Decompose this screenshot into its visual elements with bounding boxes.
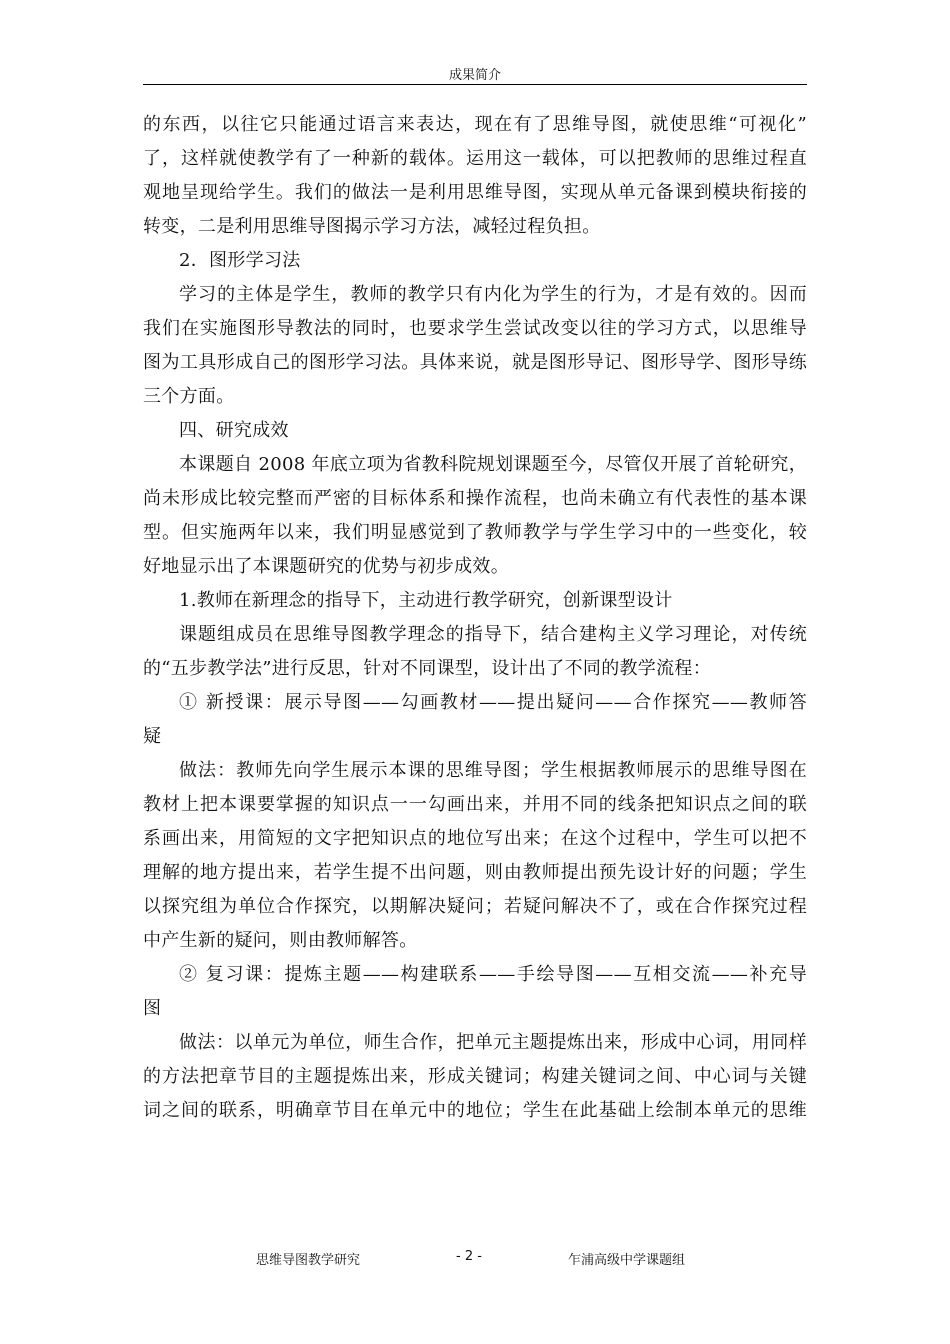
body-line: 的方法把章节目的主题提炼出来，形成关键词；构建关键词之间、中心词与关键 <box>143 1066 807 1087</box>
section-heading: 2．图形学习法 <box>179 250 301 271</box>
body-line: 转变，二是利用思维导图揭示学习方法，减轻过程负担。 <box>143 216 601 237</box>
header-rule <box>143 84 807 85</box>
body-line: 学习的主体是学生，教师的教学只有内化为学生的行为，才是有效的。因而 <box>179 284 807 305</box>
body-line: 疑 <box>143 726 162 747</box>
body-line: 做法：教师先向学生展示本课的思维导图；学生根据教师展示的思维导图在 <box>179 760 807 781</box>
body-line: 图 <box>143 998 162 1019</box>
body-line: 词之间的联系，明确章节目在单元中的地位；学生在此基础上绘制本单元的思维 <box>143 1100 807 1121</box>
body-line: 尚未形成比较完整而严密的目标体系和操作流程，也尚未确立有代表性的基本课 <box>143 488 807 509</box>
body-line: 的“五步教学法”进行反思，针对不同课型，设计出了不同的教学流程： <box>143 658 712 679</box>
body-line: 三个方面。 <box>143 386 235 407</box>
body-line: 了，这样就使教学有了一种新的载体。运用这一载体，可以把教师的思维过程直 <box>143 148 807 169</box>
body-line: 好地显示出了本课题研究的优势与初步成效。 <box>143 556 509 577</box>
body-line: 图为工具形成自己的图形学习法。具体来说，就是图形导记、图形导学、图形导练 <box>143 352 807 373</box>
document-body <box>143 108 807 1128</box>
body-line: 课题组成员在思维导图教学理念的指导下，结合建构主义学习理论，对传统 <box>179 624 807 645</box>
body-line: 本课题自 2008 年底立项为省教科院规划课题至今，尽管仅开展了首轮研究， <box>179 454 807 475</box>
body-line: 教材上把本课要掌握的知识点一一勾画出来，并用不同的线条把知识点之间的联 <box>143 794 807 815</box>
footer-left-text: 思维导图教学研究 <box>256 1253 361 1268</box>
body-line: 做法：以单元为单位，师生合作，把单元主题提炼出来，形成中心词，用同样 <box>179 1032 807 1053</box>
body-line: 以探究组为单位合作探究，以期解决疑问；若疑问解决不了，或在合作探究过程 <box>143 896 807 917</box>
body-line: 观地呈现给学生。我们的做法一是利用思维导图，实现从单元备课到模块衔接的 <box>143 182 807 203</box>
body-line: 我们在实施图形导教法的同时，也要求学生尝试改变以往的学习方式，以思维导 <box>143 318 807 339</box>
body-line: ① 新授课：展示导图——勾画教材——提出疑问——合作探究——教师答 <box>179 692 807 713</box>
body-line: ② 复习课：提炼主题——构建联系——手绘导图——互相交流——补充导 <box>179 964 807 985</box>
body-line: 中产生新的疑问，则由教师解答。 <box>143 930 418 951</box>
section-heading: 四、研究成效 <box>179 420 289 441</box>
page-header-title: 成果简介 <box>448 68 501 83</box>
body-line: 的东西，以往它只能通过语言来表达，现在有了思维导图，就使思维“可视化” <box>143 114 807 135</box>
section-heading: 1.教师在新理念的指导下，主动进行教学研究，创新课型设计 <box>179 590 673 611</box>
body-line: 系画出来，用简短的文字把知识点的地位写出来；在这个过程中，学生可以把不 <box>143 828 807 849</box>
footer-right-text: 乍浦高级中学课题组 <box>568 1253 686 1268</box>
page-number: - 2 - <box>456 1249 482 1264</box>
body-line: 型。但实施两年以来，我们明显感觉到了教师教学与学生学习中的一些变化，较 <box>143 522 807 543</box>
body-line: 理解的地方提出来，若学生提不出问题，则由教师提出预先设计好的问题；学生 <box>143 862 807 883</box>
